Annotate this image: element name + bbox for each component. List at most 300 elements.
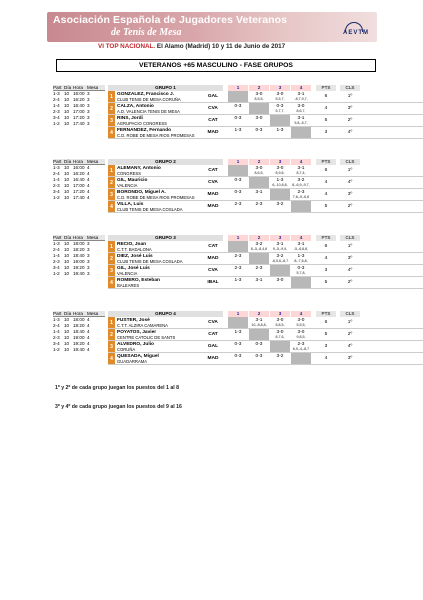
player-row [108, 317, 423, 329]
association-title: Asociación Española de Jugadores Veteranos [53, 14, 288, 26]
group-name: GRUPO 2 [108, 159, 223, 165]
col-header-2: 2 [249, 159, 269, 165]
schedule-cell: 10 [64, 171, 70, 176]
result-cell [228, 265, 248, 276]
schedule-cell: 1-4 [53, 177, 60, 182]
schedule-cell: 10 [64, 317, 70, 322]
result-cell [249, 189, 269, 200]
player-federation: CAT [208, 332, 218, 337]
player-classification: 3º [347, 356, 353, 361]
match-result: 3-0 [276, 91, 284, 97]
result-cell [270, 241, 290, 252]
player-classification: 3º [347, 106, 353, 111]
player-points: 3 [324, 268, 328, 273]
set-scores: 8,7,6, [275, 335, 285, 339]
schedule-cell: 2-4 [53, 171, 60, 176]
match-result: 1-3 [234, 127, 242, 133]
result-cell [249, 241, 269, 252]
player-club: VALENCIA [117, 183, 138, 188]
schedule-cell: 1-2 [53, 195, 60, 200]
result-cell [228, 241, 248, 252]
player-row [108, 189, 423, 201]
player-info [115, 341, 203, 352]
set-scores: -5,-6,8,8, [293, 247, 309, 251]
player-club: CONGRESS [117, 171, 141, 176]
schedule-cell: 2-4 [53, 323, 60, 328]
result-cell [291, 317, 311, 328]
set-scores: 5,7,7, [275, 109, 285, 113]
player-row [108, 115, 423, 127]
schedule-cell: 18:40 [73, 329, 85, 334]
schedule-cell: 2-3 [53, 109, 60, 114]
player-club: BALEARES [117, 283, 140, 288]
match-result: 3-1 [297, 165, 305, 171]
result-cell [270, 201, 290, 212]
schedule-cell: 19:00 [73, 259, 85, 264]
player-name: FERNANDEZ, Fernando [117, 127, 172, 133]
player-points: 6 [324, 168, 328, 173]
player-row [108, 253, 423, 265]
set-scores: 8,6,5, [254, 171, 264, 175]
schedule-row [53, 121, 105, 127]
schedule-row [53, 271, 105, 277]
result-cell [228, 317, 248, 328]
schedule-cell: 18:40 [73, 253, 85, 258]
match-result: 2-3 [255, 265, 263, 271]
set-scores: 8,-6,9,-9,7, [292, 183, 310, 187]
group-name: GRUPO 4 [108, 311, 223, 317]
schedule-cell: 10 [64, 259, 70, 264]
match-result: 2-3 [297, 341, 305, 347]
player-row [108, 353, 423, 365]
schedule-cell: 10 [64, 335, 70, 340]
result-cell [291, 91, 311, 102]
player-club: AGRUPACIO CONGRESS [117, 121, 167, 126]
schedule-header-cell: Hora [73, 311, 83, 316]
schedule-cell: 19:00 [73, 335, 85, 340]
player-info [115, 177, 203, 188]
set-scores: -8,7,9,7, [294, 97, 308, 101]
result-cell [228, 341, 248, 352]
result-cell [270, 91, 290, 102]
schedule-cell: 16:40 [73, 177, 85, 182]
player-row [108, 265, 423, 277]
match-result: 3-1 [255, 277, 263, 283]
pts-header: PTS [316, 159, 336, 165]
schedule-cell: 3 [87, 91, 90, 96]
schedule-header-cell: Hora [73, 85, 83, 90]
match-result: 0-3 [255, 127, 263, 133]
result-cell [291, 353, 311, 364]
player-seed: 2 [108, 253, 115, 264]
schedule-table [53, 159, 105, 201]
player-name: GIL, José Luis [117, 265, 150, 271]
schedule-cell: 1-3 [53, 165, 60, 170]
schedule-cell: 10 [64, 109, 70, 114]
schedule-header-cell: Hora [73, 159, 83, 164]
match-result: 3-0 [297, 329, 305, 335]
player-classification: 4º [347, 130, 353, 135]
player-classification: 2º [347, 118, 353, 123]
result-cell [228, 127, 248, 138]
match-result: 3-0 [297, 317, 305, 323]
schedule-cell: 10 [64, 265, 70, 270]
result-cell [291, 189, 311, 200]
result-cell [291, 103, 311, 114]
player-seed: 3 [108, 115, 115, 126]
result-cell [228, 103, 248, 114]
schedule-cell: 3-4 [53, 341, 60, 346]
result-cell [228, 277, 248, 288]
player-name: VILLA, Luis [117, 201, 144, 207]
player-federation: GAL [207, 344, 219, 349]
match-result: 1-3 [234, 277, 242, 283]
player-row [108, 127, 423, 139]
player-classification: 4º [347, 344, 353, 349]
result-cell [228, 353, 248, 364]
schedule-table [53, 311, 105, 353]
match-result: 3-2 [276, 201, 284, 207]
schedule-header-cell: Día [64, 311, 72, 316]
match-result: 1-3 [276, 177, 284, 183]
player-seed: 1 [108, 317, 115, 328]
result-cell [249, 329, 269, 340]
schedule-cell: 4 [87, 177, 90, 182]
schedule-row [53, 347, 105, 353]
player-points: 4 [324, 106, 328, 111]
schedule-header-cell: Mesa [87, 235, 99, 240]
schedule-cell: 3 [87, 241, 90, 246]
set-scores: 5,5,7, [275, 97, 285, 101]
player-classification: 1º [347, 244, 353, 249]
result-cell [291, 253, 311, 264]
result-cell [270, 341, 290, 352]
note-1: 1º y 2º de cada grupo juegan los puestos del 1 al 8 [55, 385, 180, 391]
association-subtitle: de Tenis de Mesa [111, 27, 182, 38]
player-club: VALENCIA [117, 271, 138, 276]
player-points: 3 [324, 344, 328, 349]
schedule-cell: 2-4 [53, 247, 60, 252]
match-result: 2-3 [297, 189, 305, 195]
set-scores: 9,8,-6,7, [294, 121, 308, 125]
schedule-cell: 4 [87, 329, 90, 334]
schedule-cell: 4 [87, 341, 90, 346]
result-cell [291, 341, 311, 352]
schedule-cell: 17:20 [73, 115, 85, 120]
schedule-cell: 1-4 [53, 329, 60, 334]
set-scores: 6,9,-4,-8,7 [292, 347, 310, 351]
player-seed: 1 [108, 91, 115, 102]
player-federation: MAD [207, 192, 219, 197]
aevtm-logo: AEVTM [343, 30, 369, 36]
match-result: 3-1 [255, 317, 263, 323]
player-seed: 3 [108, 265, 115, 276]
schedule-header-cell: Part [53, 235, 62, 240]
match-result: 3-1 [297, 115, 305, 121]
result-cell [270, 317, 290, 328]
schedule-cell: 19:40 [73, 347, 85, 352]
player-info [115, 353, 203, 364]
match-result: 1-3 [276, 127, 284, 133]
player-seed: 3 [108, 341, 115, 352]
group-matrix [108, 159, 423, 213]
col-header-4: 4 [291, 235, 311, 241]
schedule-header-cell: Part [53, 85, 62, 90]
player-federation: CVA [208, 268, 218, 273]
group-matrix [108, 235, 423, 289]
schedule-cell: 10 [64, 195, 70, 200]
result-cell [270, 103, 290, 114]
player-club: CLUB TENIS DE MESA COSLADA [117, 207, 183, 212]
result-cell [249, 201, 269, 212]
player-name: ROMERO, Esteban [117, 277, 160, 283]
player-seed: 4 [108, 127, 115, 138]
player-classification: 2º [347, 204, 353, 209]
note-2: 3º y 4º de cada grupo juegan los puestos del 9 al 16 [55, 404, 182, 410]
player-seed: 1 [108, 241, 115, 252]
player-classification: 1º [347, 168, 353, 173]
schedule-table [53, 235, 105, 277]
player-club: C.D. ROBE DE MESA RIOS PROMESAS [117, 133, 195, 138]
schedule-cell: 3 [87, 109, 90, 114]
result-cell [249, 103, 269, 114]
schedule-cell: 2-4 [53, 97, 60, 102]
set-scores: 8,-7,6,8, [294, 259, 308, 263]
match-result: 0-3 [234, 341, 242, 347]
schedule-cell: 4 [87, 347, 90, 352]
cls-header: CLS [340, 235, 360, 241]
col-header-1: 1 [228, 85, 248, 91]
group-matrix [108, 311, 423, 365]
schedule-cell: 3-4 [53, 265, 60, 270]
player-name: QUESADA, Miguel [117, 353, 159, 359]
player-info [115, 265, 203, 276]
col-header-1: 1 [228, 235, 248, 241]
player-federation: MAD [207, 130, 219, 135]
schedule-cell: 17:40 [73, 195, 85, 200]
set-scores: 8,-5,-8,4,6 [250, 247, 268, 251]
match-result: 3-0 [255, 91, 263, 97]
schedule-header-cell: Mesa [87, 311, 99, 316]
match-result: 3-2 [255, 241, 263, 247]
schedule-cell: 17:00 [73, 183, 85, 188]
player-federation: MAD [207, 204, 219, 209]
schedule-cell: 3 [87, 115, 90, 120]
set-scores: 9,8,5, [296, 335, 306, 339]
result-cell [249, 127, 269, 138]
result-cell [249, 277, 269, 288]
pts-header: PTS [316, 85, 336, 91]
schedule-cell: 4 [87, 195, 90, 200]
player-club: CLUB TENIS DE MESA COSLADA [117, 259, 183, 264]
result-cell [249, 253, 269, 264]
match-result: 3-0 [276, 277, 284, 283]
result-cell [270, 127, 290, 138]
match-result: 0-3 [234, 115, 242, 121]
player-points: 5 [324, 332, 328, 337]
event-name: VI TOP NACIONAL. [98, 43, 156, 50]
result-cell [270, 115, 290, 126]
player-federation: CAT [208, 118, 218, 123]
match-result: 0-3 [234, 177, 242, 183]
group-name: GRUPO 1 [108, 85, 223, 91]
player-points: 4 [324, 356, 328, 361]
player-row [108, 329, 423, 341]
schedule-cell: 4 [87, 323, 90, 328]
schedule-table [53, 85, 105, 127]
schedule-cell: 10 [64, 91, 70, 96]
schedule-cell: 16:20 [73, 97, 85, 102]
player-name: POYATOS, Javier [117, 329, 157, 335]
section-title: VETERANOS +65 MASCULINO - FASE GRUPOS [56, 59, 376, 72]
player-federation: CVA [208, 180, 218, 185]
group-matrix [108, 85, 423, 139]
player-points: 4 [324, 180, 328, 185]
player-seed: 4 [108, 277, 115, 288]
player-classification: 3º [347, 256, 353, 261]
schedule-cell: 1-3 [53, 241, 60, 246]
player-name: CALZA, Antonio [117, 103, 154, 109]
player-points: 3 [324, 130, 328, 135]
schedule-cell: 4 [87, 189, 90, 194]
match-result: 3-0 [255, 165, 263, 171]
player-info [115, 189, 203, 200]
schedule-cell: 19:40 [73, 271, 85, 276]
player-info [115, 91, 203, 102]
schedule-cell: 10 [64, 97, 70, 102]
schedule-cell: 1-3 [53, 317, 60, 322]
player-club: C.D. ROBE DE MESA RIOS PROMESAS [117, 195, 195, 200]
match-result: 3-0 [276, 329, 284, 335]
match-result: 2-3 [255, 201, 263, 207]
schedule-cell: 3 [87, 247, 90, 252]
schedule-cell: 1-3 [53, 91, 60, 96]
player-federation: IBAL [207, 280, 219, 285]
schedule-row [53, 195, 105, 201]
result-cell [291, 115, 311, 126]
col-header-3: 3 [270, 159, 290, 165]
schedule-cell: 4 [87, 183, 90, 188]
schedule-cell: 19:20 [73, 265, 85, 270]
schedule-cell: 4 [87, 317, 90, 322]
schedule-cell: 3 [87, 259, 90, 264]
result-cell [270, 189, 290, 200]
player-row [108, 103, 423, 115]
player-info [115, 329, 203, 340]
player-info [115, 115, 203, 126]
player-federation: CAT [208, 244, 218, 249]
player-federation: MAD [207, 356, 219, 361]
player-federation: GAL [207, 94, 219, 99]
schedule-cell: 3-4 [53, 189, 60, 194]
schedule-cell: 4 [87, 335, 90, 340]
match-result: 0-3 [255, 341, 263, 347]
schedule-header-cell: Part [53, 311, 62, 316]
player-name: BORONDO, Miguel A. [117, 189, 166, 195]
col-header-1: 1 [228, 159, 248, 165]
player-info [115, 241, 203, 252]
player-club: CORUÑA [117, 347, 136, 352]
match-result: 3-1 [276, 241, 284, 247]
group-name: GRUPO 3 [108, 235, 223, 241]
set-scores: 10,-8,8,8, [251, 323, 267, 327]
col-header-3: 3 [270, 235, 290, 241]
result-cell [249, 91, 269, 102]
result-cell [249, 177, 269, 188]
player-seed: 4 [108, 201, 115, 212]
schedule-cell: 1-2 [53, 121, 60, 126]
match-result: 0-3 [297, 265, 305, 271]
schedule-cell: 18:00 [73, 241, 85, 246]
set-scores: 8,8,5, [275, 323, 285, 327]
player-classification: 4º [347, 268, 353, 273]
player-federation: CVA [208, 320, 218, 325]
player-name: GIL, Mauricio [117, 177, 148, 183]
player-club: C.T.T. BADALONA [117, 247, 152, 252]
schedule-cell: 17:20 [73, 189, 85, 194]
match-result: 3-1 [255, 189, 263, 195]
player-federation: MAD [207, 256, 219, 261]
schedule-cell: 17:40 [73, 121, 85, 126]
match-result: 0-3 [276, 103, 284, 109]
match-result: 3-0 [297, 103, 305, 109]
schedule-cell: 3-4 [53, 115, 60, 120]
player-points: 6 [324, 320, 328, 325]
result-cell [270, 253, 290, 264]
cls-header: CLS [340, 85, 360, 91]
player-name: GONZALEZ, Francisco J. [117, 91, 175, 97]
player-classification: 1º [347, 320, 353, 325]
match-result: 2-3 [234, 265, 242, 271]
result-cell [291, 329, 311, 340]
result-cell [270, 329, 290, 340]
match-result: 2-3 [234, 253, 242, 259]
match-result: 3-1 [297, 241, 305, 247]
schedule-cell: 3 [87, 97, 90, 102]
match-result: 1-3 [297, 253, 305, 259]
player-name: DIEZ, José Luis [117, 253, 153, 259]
match-result: 0-3 [234, 189, 242, 195]
player-seed: 3 [108, 189, 115, 200]
player-classification: 2º [347, 280, 353, 285]
result-cell [228, 91, 248, 102]
result-cell [270, 265, 290, 276]
result-cell [249, 341, 269, 352]
schedule-cell: 10 [64, 115, 70, 120]
set-scores: 8,9,6, [275, 171, 285, 175]
col-header-4: 4 [291, 159, 311, 165]
schedule-cell: 10 [64, 271, 70, 276]
set-scores: 8,7,4, [296, 171, 306, 175]
result-cell [291, 241, 311, 252]
schedule-cell: 10 [64, 189, 70, 194]
player-club: GUADARRAMA [117, 359, 148, 364]
match-result: 1-3 [234, 329, 242, 335]
schedule-header-cell: Mesa [87, 85, 99, 90]
schedule-cell: 3 [87, 253, 90, 258]
match-result: 3-2 [297, 177, 305, 183]
match-result: 0-3 [255, 353, 263, 359]
schedule-header-cell: Hora [73, 235, 83, 240]
match-result: 3-0 [276, 317, 284, 323]
schedule-cell: 18:00 [73, 317, 85, 322]
result-cell [270, 277, 290, 288]
result-cell [249, 115, 269, 126]
set-scores: 5,7,8, [296, 271, 306, 275]
schedule-cell: 1-2 [53, 347, 60, 352]
schedule-cell: 16:00 [73, 91, 85, 96]
player-info [115, 317, 203, 328]
